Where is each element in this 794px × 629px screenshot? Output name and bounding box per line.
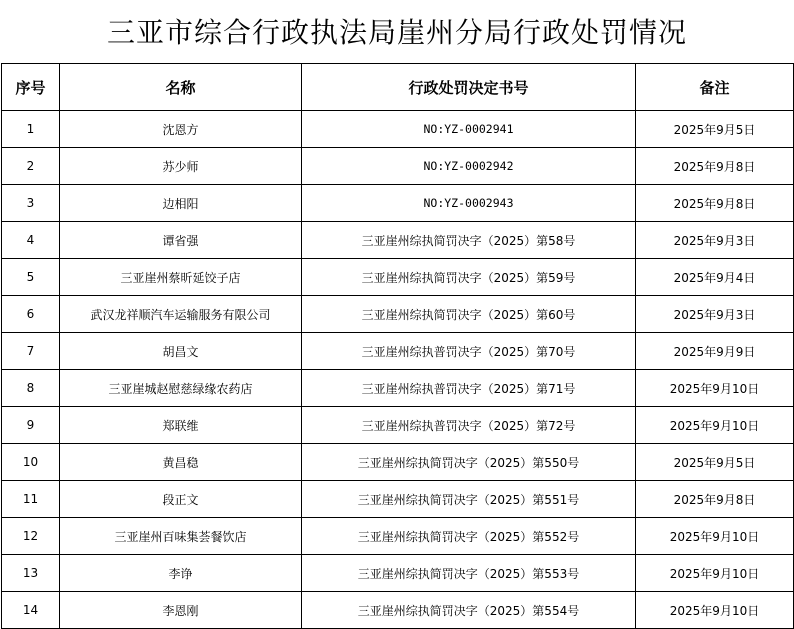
cell-remark: 2025年9月5日 [636, 111, 794, 148]
table-row [2, 111, 794, 148]
cell-remark: 2025年9月10日 [636, 592, 794, 629]
cell-name: 段正文 [60, 481, 302, 518]
cell-name: 李诤 [60, 555, 302, 592]
header-index: 序号 [2, 64, 60, 111]
table-row [2, 444, 794, 481]
table-row [2, 555, 794, 592]
table-row [2, 222, 794, 259]
cell-decision-number: NO:YZ-0002942 [302, 148, 636, 185]
table-row [2, 481, 794, 518]
cell-decision-number: 三亚崖州综执简罚决字（2025）第60号 [302, 296, 636, 333]
header-name: 名称 [60, 64, 302, 111]
table-header-row [2, 64, 794, 111]
cell-name: 三亚崖州蔡昕延饺子店 [60, 259, 302, 296]
cell-decision-number: 三亚崖州综执简罚决字（2025）第554号 [302, 592, 636, 629]
cell-remark: 2025年9月10日 [636, 370, 794, 407]
table-row [2, 518, 794, 555]
cell-index: 2 [2, 148, 60, 185]
header-remark: 备注 [636, 64, 794, 111]
table-row [2, 185, 794, 222]
cell-index: 12 [2, 518, 60, 555]
penalty-table [1, 63, 794, 629]
cell-index: 1 [2, 111, 60, 148]
cell-index: 7 [2, 333, 60, 370]
table-row [2, 370, 794, 407]
cell-name: 三亚崖州百味集荟餐饮店 [60, 518, 302, 555]
cell-remark: 2025年9月10日 [636, 518, 794, 555]
cell-name: 沈恩方 [60, 111, 302, 148]
cell-remark: 2025年9月5日 [636, 444, 794, 481]
cell-index: 13 [2, 555, 60, 592]
cell-index: 10 [2, 444, 60, 481]
cell-decision-number: 三亚崖州综执简罚决字（2025）第58号 [302, 222, 636, 259]
table-row [2, 407, 794, 444]
cell-name: 李恩刚 [60, 592, 302, 629]
header-decision-number: 行政处罚决定书号 [302, 64, 636, 111]
table-row [2, 259, 794, 296]
cell-remark: 2025年9月8日 [636, 148, 794, 185]
table-row [2, 148, 794, 185]
cell-name: 三亚崖城赵慰慈绿缘农药店 [60, 370, 302, 407]
cell-name: 胡昌文 [60, 333, 302, 370]
cell-decision-number: 三亚崖州综执简罚决字（2025）第553号 [302, 555, 636, 592]
cell-decision-number: 三亚崖州综执普罚决字（2025）第71号 [302, 370, 636, 407]
cell-decision-number: 三亚崖州综执简罚决字（2025）第59号 [302, 259, 636, 296]
cell-decision-number: NO:YZ-0002943 [302, 185, 636, 222]
cell-name: 边相阳 [60, 185, 302, 222]
cell-name: 黄昌稳 [60, 444, 302, 481]
table-row [2, 333, 794, 370]
table-row [2, 296, 794, 333]
cell-index: 14 [2, 592, 60, 629]
cell-index: 6 [2, 296, 60, 333]
cell-decision-number: 三亚崖州综执普罚决字（2025）第72号 [302, 407, 636, 444]
cell-decision-number: 三亚崖州综执简罚决字（2025）第550号 [302, 444, 636, 481]
cell-index: 5 [2, 259, 60, 296]
cell-remark: 2025年9月4日 [636, 259, 794, 296]
cell-decision-number: NO:YZ-0002941 [302, 111, 636, 148]
cell-decision-number: 三亚崖州综执简罚决字（2025）第551号 [302, 481, 636, 518]
cell-index: 4 [2, 222, 60, 259]
cell-remark: 2025年9月10日 [636, 407, 794, 444]
cell-remark: 2025年9月9日 [636, 333, 794, 370]
cell-decision-number: 三亚崖州综执简罚决字（2025）第552号 [302, 518, 636, 555]
cell-remark: 2025年9月3日 [636, 222, 794, 259]
cell-name: 武汉龙祥顺汽车运输服务有限公司 [60, 296, 302, 333]
cell-remark: 2025年9月3日 [636, 296, 794, 333]
cell-remark: 2025年9月10日 [636, 555, 794, 592]
cell-index: 9 [2, 407, 60, 444]
cell-remark: 2025年9月8日 [636, 481, 794, 518]
cell-name: 郑联维 [60, 407, 302, 444]
cell-index: 3 [2, 185, 60, 222]
cell-remark: 2025年9月8日 [636, 185, 794, 222]
cell-index: 11 [2, 481, 60, 518]
table-row [2, 592, 794, 629]
cell-decision-number: 三亚崖州综执普罚决字（2025）第70号 [302, 333, 636, 370]
cell-name: 谭省强 [60, 222, 302, 259]
cell-index: 8 [2, 370, 60, 407]
page-title: 三亚市综合行政执法局崖州分局行政处罚情况 [106, 16, 687, 49]
cell-name: 苏少师 [60, 148, 302, 185]
